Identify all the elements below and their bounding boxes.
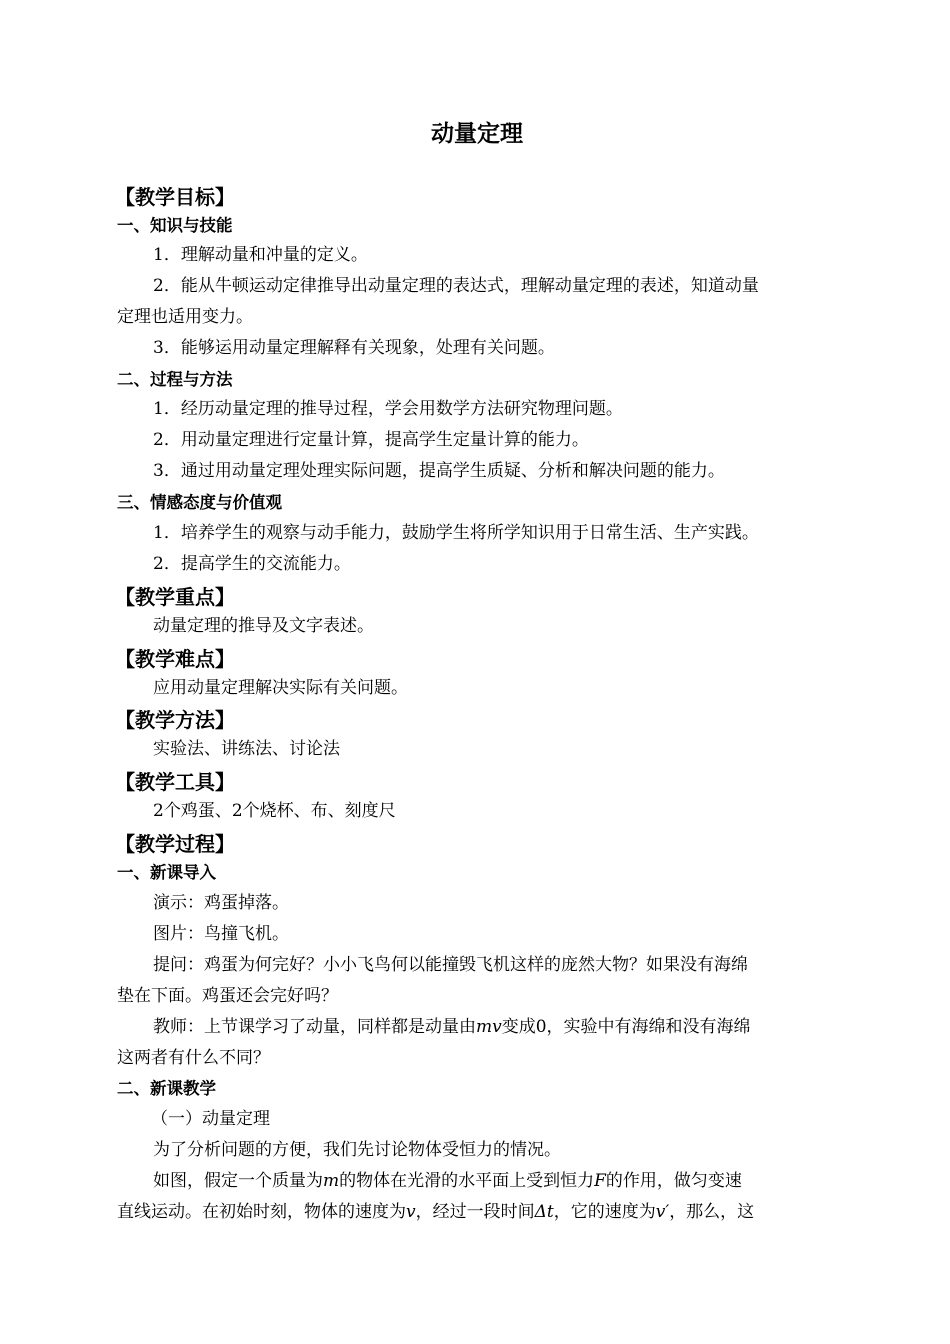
difficulties-heading: 【教学难点】 <box>115 647 235 671</box>
para2-text-c: 的作用，做匀变速 <box>605 1171 742 1191</box>
para3-var-v: v <box>406 1202 416 1222</box>
teacher-var-mv: mv <box>476 1017 502 1037</box>
emotion-item-1: 1．培养学生的观察与动手能力，鼓励学生将所学知识用于日常生活、生产实践。 <box>153 523 759 543</box>
para2-var-F: F <box>594 1171 606 1191</box>
tools-text: 2个鸡蛋、2个烧杯、布、刻度尺 <box>153 801 396 821</box>
difficulties-text: 应用动量定理解决实际有关问题。 <box>153 678 408 698</box>
section-1-heading: （一）动量定理 <box>151 1109 270 1129</box>
new-lesson-heading: 二、新课教学 <box>117 1079 216 1098</box>
intro-question-line-1: 提问：鸡蛋为何完好？小小飞鸟何以能撞毁飞机这样的庞然大物？如果没有海绵 <box>153 955 748 975</box>
intro-teacher-line-1 <box>153 1015 837 1039</box>
key-points-text: 动量定理的推导及文字表述。 <box>153 616 374 636</box>
process-item-3: 3．通过用动量定理处理实际问题，提高学生质疑、分析和解决问题的能力。 <box>153 461 725 481</box>
teaching-para-3 <box>117 1200 837 1224</box>
para2-text-b: 的物体在光滑的水平面上受到恒力 <box>339 1171 595 1191</box>
knowledge-item-3: 3．能够运用动量定理解释有关现象，处理有关问题。 <box>153 338 555 358</box>
para3-text-d: ，那么，这 <box>669 1202 755 1222</box>
para3-text-c: ，它的速度为 <box>553 1202 656 1222</box>
objectives-heading: 【教学目标】 <box>115 185 235 209</box>
methods-text: 实验法、讲练法、讨论法 <box>153 739 340 759</box>
knowledge-item-2-line-2: 定理也适用变力。 <box>117 307 253 327</box>
teacher-text-suffix: 变成0，实验中有海绵和没有海绵 <box>501 1017 751 1037</box>
knowledge-item-2-line-1: 2．能从牛顿运动定律推导出动量定理的表达式，理解动量定理的表述，知道动量 <box>153 276 759 296</box>
teacher-text-prefix: 教师：上节课学习了动量，同样都是动量由 <box>153 1017 476 1037</box>
emotion-item-2: 2．提高学生的交流能力。 <box>153 554 351 574</box>
para2-var-m: m <box>323 1171 340 1191</box>
emotion-heading: 三、情感态度与价值观 <box>117 493 282 512</box>
intro-question-line-2: 垫在下面。鸡蛋还会完好吗？ <box>117 986 338 1006</box>
para2-text-a: 如图，假定一个质量为 <box>153 1171 323 1191</box>
teaching-process-heading: 【教学过程】 <box>115 832 235 856</box>
teaching-para-2 <box>153 1169 837 1193</box>
knowledge-item-1: 1．理解动量和冲量的定义。 <box>153 245 368 265</box>
intro-picture: 图片：鸟撞飞机。 <box>153 924 289 944</box>
knowledge-heading: 一、知识与技能 <box>117 216 233 235</box>
page-title: 动量定理 <box>431 121 523 147</box>
intro-heading: 一、新课导入 <box>117 863 216 882</box>
intro-demo: 演示：鸡蛋掉落。 <box>153 893 289 913</box>
process-method-heading: 二、过程与方法 <box>117 370 233 389</box>
process-item-1: 1．经历动量定理的推导过程，学会用数学方法研究物理问题。 <box>153 399 623 419</box>
process-item-2: 2．用动量定理进行定量计算，提高学生定量计算的能力。 <box>153 430 589 450</box>
para3-text-a: 直线运动。在初始时刻，物体的速度为 <box>117 1202 406 1222</box>
teaching-para-1: 为了分析问题的方便，我们先讨论物体受恒力的情况。 <box>153 1140 561 1160</box>
para3-var-dt: Δt <box>534 1202 554 1222</box>
key-points-heading: 【教学重点】 <box>115 585 235 609</box>
intro-teacher-line-2: 这两者有什么不同？ <box>117 1048 270 1068</box>
para3-var-v-prime: v′ <box>655 1202 670 1222</box>
tools-heading: 【教学工具】 <box>115 770 235 794</box>
methods-heading: 【教学方法】 <box>115 708 235 732</box>
para3-text-b: ，经过一段时间 <box>415 1202 535 1222</box>
